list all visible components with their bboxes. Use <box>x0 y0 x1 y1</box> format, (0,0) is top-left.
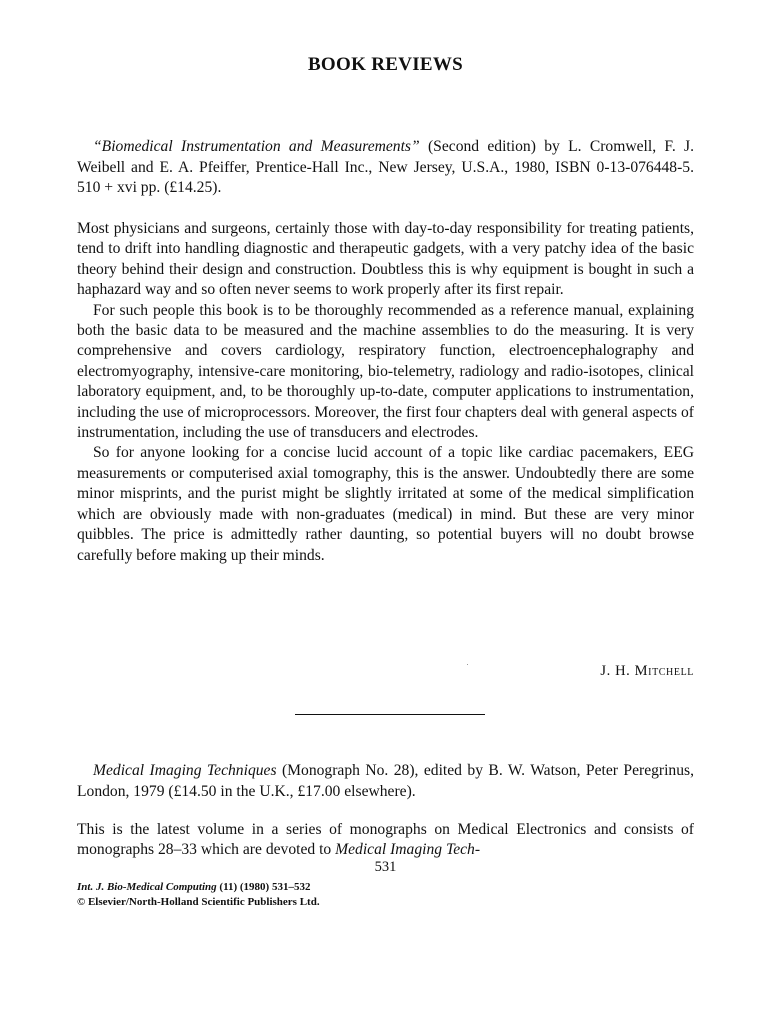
page-number: 531 <box>374 859 397 875</box>
journal-volume: (11) (1980) 531–532 <box>216 881 311 893</box>
review1-paragraph-1: Most physicians and surgeons, certainly those with day-to-day responsibility for treating patients, tend to drift into handling diagnostic and therapeutic gadgets, with a very patchy idea of the basic theory behind their design and construction. Doubtless this is why equipment is bought in such a haphazard way and so often never seems to work properly after its first repair. <box>77 220 694 299</box>
review1-paragraph-2: For such people this book is to be thoroughly recommended as a reference manual, explaining both the basic data to be measured and the machine assemblies to do the measuring. It is very comprehensive and covers cardiology, respiratory function, electroencephalography and electromyography, intensive-care monitoring, bio-telemetry, radiology and radio-isotopes, clinical laboratory equipment, and, to be thoroughly up-to-date, computer applications to instrumentation, including the use of microprocessors. Moreover, the first four chapters deal with general aspects of instrumentation, including the use of transducers and electrodes. <box>77 301 694 442</box>
review2-citation <box>77 761 694 802</box>
copyright-line: © Elsevier/North-Holland Scientific Publishers Ltd. <box>77 896 320 908</box>
review1-paragraph-3: So for anyone looking for a concise lucid account of a topic like cardiac pacemakers, EEG measurements or computerised axial tomography, this is the answer. Undoubtedly there are some minor misprints, and the purist might be slightly irritated at some of the medical simplification which are obviously made with non-graduates (medical) in mind. But these are very minor quibbles. The price is admittedly rather daunting, so potential buyers will no doubt browse carefully before making up their minds. <box>77 444 694 564</box>
journal-name: Int. J. Bio-Medical Computing <box>77 881 217 893</box>
review1-citation <box>77 137 694 199</box>
signature-surname: Mitchell <box>634 663 694 679</box>
review2-book-title: Medical Imaging Techniques <box>93 762 277 779</box>
review2-paragraph-italic: Medical Imaging Tech- <box>335 841 481 859</box>
review2-paragraph-1 <box>77 820 694 861</box>
speck <box>467 664 468 665</box>
review2-body <box>77 820 694 861</box>
review2-paragraph-text: This is the latest volume in a series of monographs on Medical Electronics and consists of monographs 28–33 which are devoted to <box>77 821 694 859</box>
review1-signature <box>600 663 694 680</box>
review1-body <box>77 219 694 566</box>
review1-citation-details: (Second edition) by L. Cromwell, F. J. Weibell and E. A. Pfeiffer, Prentice-Hall Inc., New Jersey, U.S.A., 1980, ISBN 0-13-076448-5. 510 + xvi pp. (£14.25). <box>77 138 694 196</box>
review1-book-title: “Biomedical Instrumentation and Measurements” <box>93 138 420 155</box>
signature-initials: J. H. <box>600 663 635 679</box>
page-title: BOOK REVIEWS <box>307 54 464 75</box>
section-divider <box>295 714 485 715</box>
journal-footer <box>77 880 694 910</box>
journal-citation <box>77 880 694 895</box>
review2-citation-details: (Monograph No. 28), edited by B. W. Watson, Peter Peregrinus, London, 1979 (£14.50 in the U.K., £17.00 elsewhere). <box>77 762 694 800</box>
